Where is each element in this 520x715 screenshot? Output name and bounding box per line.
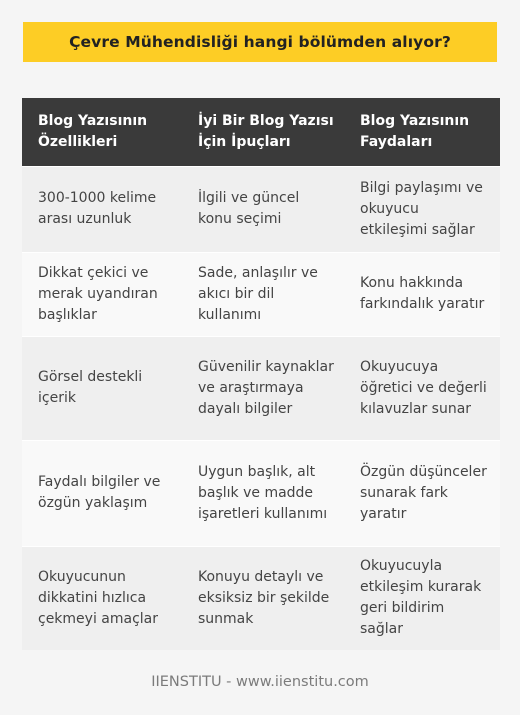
table-cell: 300-1000 kelime arası uzunluk (22, 166, 182, 252)
table-cell: Faydalı bilgiler ve özgün yaklaşım (22, 440, 182, 546)
table-cell: Sade, anlaşılır ve akıcı bir dil kullanımı (182, 252, 344, 336)
comparison-table-container (22, 98, 500, 650)
column-header-benefits: Blog Yazısının Faydaları (344, 98, 500, 166)
table-header-row (22, 98, 500, 166)
table-cell: Okuyucuyla etkileşim kurarak geri bildirim sağlar (344, 546, 500, 650)
table-cell: Konu hakkında farkındalık yaratır (344, 252, 500, 336)
table-cell: Dikkat çekici ve merak uyandıran başlıklar (22, 252, 182, 336)
table-cell: Özgün düşünceler sunarak fark yaratır (344, 440, 500, 546)
table-cell: Konuyu detaylı ve eksiksiz bir şekilde sunmak (182, 546, 344, 650)
table-row (22, 546, 500, 650)
table-cell: Okuyucuya öğretici ve değerli kılavuzlar sunar (344, 336, 500, 440)
table-row (22, 252, 500, 336)
page-title: Çevre Mühendisliği hangi bölümden alıyor? (69, 33, 451, 51)
table-cell: Bilgi paylaşımı ve okuyucu etkileşimi sağlar (344, 166, 500, 252)
title-banner (23, 22, 497, 62)
column-header-features: Blog Yazısının Özellikleri (22, 98, 182, 166)
table-cell: Güvenilir kaynaklar ve araştırmaya dayalı bilgiler (182, 336, 344, 440)
comparison-table (22, 98, 500, 650)
table-cell: Uygun başlık, alt başlık ve madde işaretleri kullanımı (182, 440, 344, 546)
table-row (22, 166, 500, 252)
table-cell: İlgili ve güncel konu seçimi (182, 166, 344, 252)
table-row (22, 336, 500, 440)
table-cell: Okuyucunun dikkatini hızlıca çekmeyi amaçlar (22, 546, 182, 650)
table-cell: Görsel destekli içerik (22, 336, 182, 440)
footer-credit: IIENSTITU - www.iienstitu.com (151, 674, 369, 690)
column-header-tips: İyi Bir Blog Yazısı İçin İpuçları (182, 98, 344, 166)
table-row (22, 440, 500, 546)
